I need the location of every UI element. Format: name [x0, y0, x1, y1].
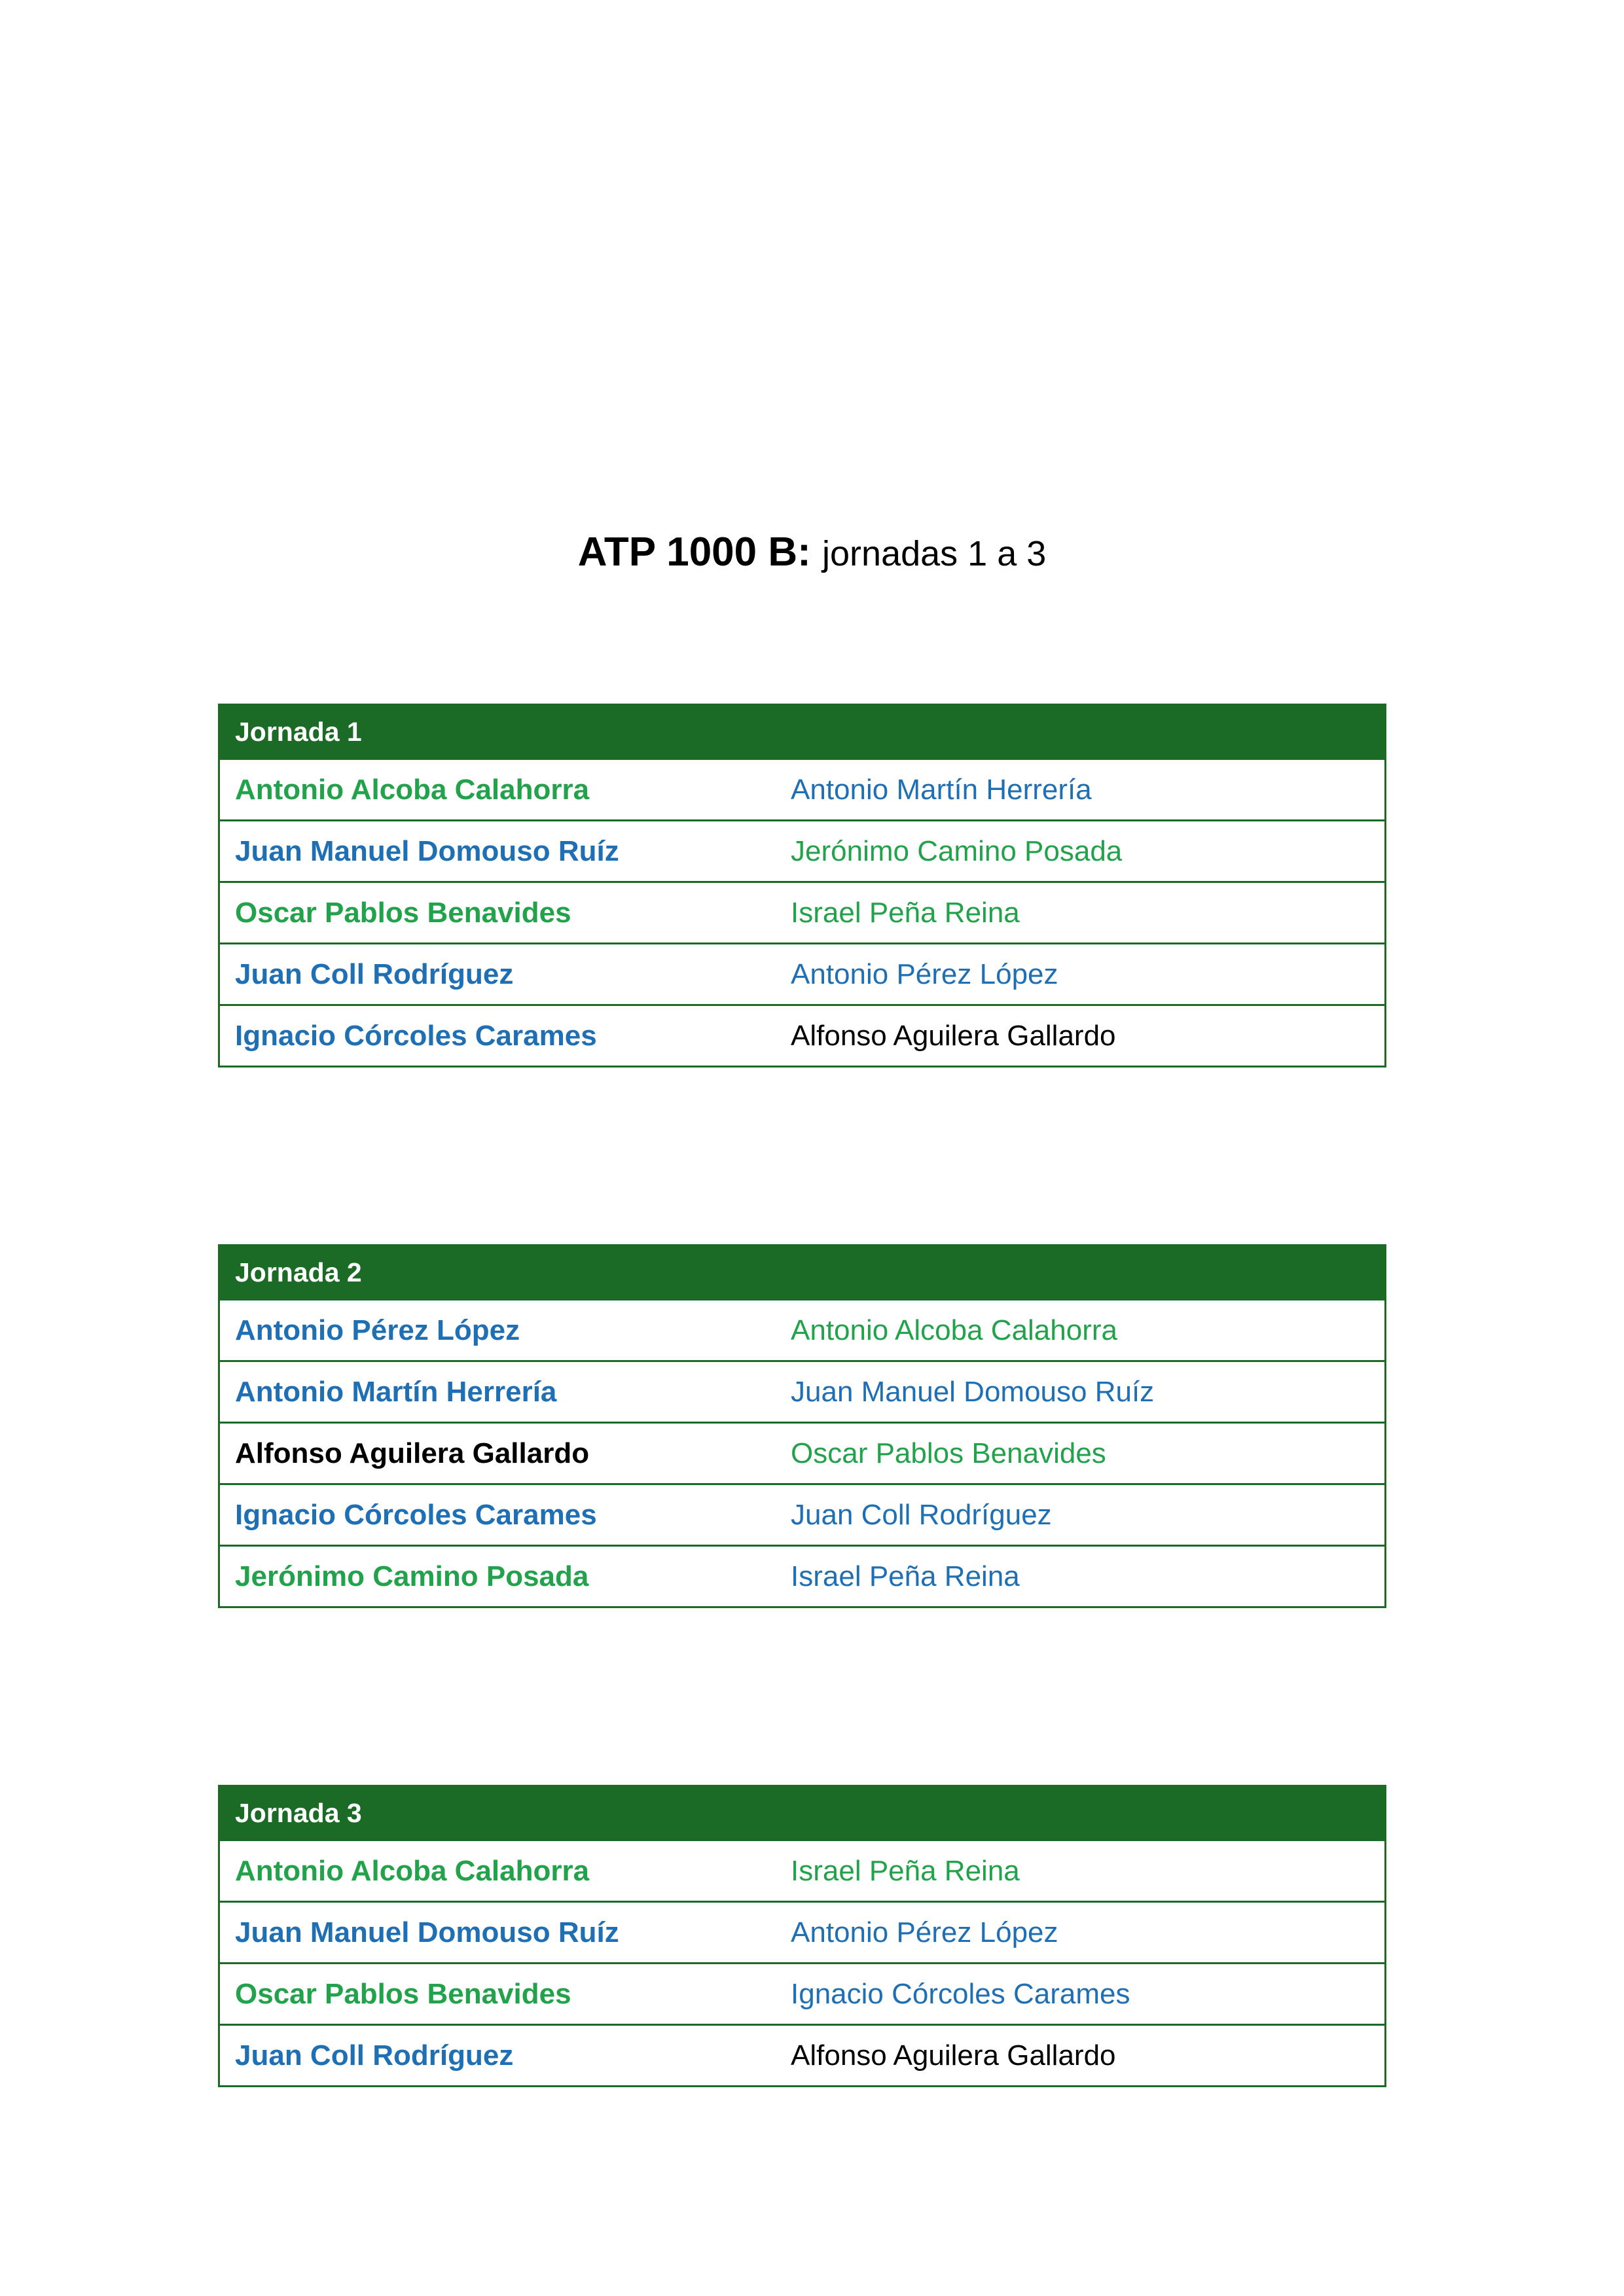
home-player: Ignacio Córcoles Carames	[235, 1019, 597, 1052]
title-rest: jornadas 1 a 3	[822, 534, 1047, 573]
home-player: Alfonso Aguilera Gallardo	[235, 1437, 590, 1469]
away-player: Israel Peña Reina	[791, 1560, 1020, 1592]
away-player: Antonio Martín Herrería	[791, 773, 1092, 806]
home-player: Antonio Alcoba Calahorra	[235, 773, 590, 806]
match-row	[218, 1841, 1386, 1903]
away-player: Oscar Pablos Benavides	[791, 1437, 1106, 1469]
match-row	[218, 944, 1386, 1006]
away-player: Antonio Pérez López	[791, 958, 1058, 990]
away-player: Antonio Pérez López	[791, 1916, 1058, 1948]
match-row	[218, 1362, 1386, 1424]
title-strong: ATP 1000 B:	[577, 529, 811, 575]
match-row	[218, 760, 1386, 821]
home-player: Antonio Alcoba Calahorra	[235, 1854, 590, 1887]
round-table-2	[218, 1244, 1386, 1608]
match-row	[218, 1006, 1386, 1067]
home-player: Juan Manuel Domouso Ruíz	[235, 834, 619, 867]
round-table-1	[218, 704, 1386, 1067]
home-player: Antonio Pérez López	[235, 1314, 520, 1346]
round-table-3	[218, 1785, 1386, 2087]
home-player: Oscar Pablos Benavides	[235, 896, 571, 929]
home-player: Juan Coll Rodríguez	[235, 958, 514, 990]
match-row	[218, 2026, 1386, 2087]
home-player: Jerónimo Camino Posada	[235, 1560, 589, 1592]
away-player: Ignacio Córcoles Carames	[791, 1977, 1130, 2010]
match-row	[218, 883, 1386, 944]
round-header: Jornada 1	[218, 704, 1386, 760]
match-row	[218, 1903, 1386, 1964]
round-header: Jornada 2	[218, 1244, 1386, 1300]
home-player: Ignacio Córcoles Carames	[235, 1498, 597, 1531]
away-player: Juan Coll Rodríguez	[791, 1498, 1052, 1531]
page-title	[0, 529, 1624, 575]
match-row	[218, 821, 1386, 883]
away-player: Israel Peña Reina	[791, 896, 1020, 929]
match-row	[218, 1964, 1386, 2026]
home-player: Oscar Pablos Benavides	[235, 1977, 571, 2010]
away-player: Alfonso Aguilera Gallardo	[791, 1019, 1116, 1052]
match-row	[218, 1547, 1386, 1608]
match-row	[218, 1300, 1386, 1362]
away-player: Jerónimo Camino Posada	[791, 834, 1123, 867]
home-player: Antonio Martín Herrería	[235, 1375, 557, 1408]
away-player: Israel Peña Reina	[791, 1854, 1020, 1887]
round-header: Jornada 3	[218, 1785, 1386, 1841]
match-row	[218, 1485, 1386, 1547]
away-player: Juan Manuel Domouso Ruíz	[791, 1375, 1155, 1408]
home-player: Juan Coll Rodríguez	[235, 2039, 514, 2072]
away-player: Alfonso Aguilera Gallardo	[791, 2039, 1116, 2072]
away-player: Antonio Alcoba Calahorra	[791, 1314, 1117, 1346]
home-player: Juan Manuel Domouso Ruíz	[235, 1916, 619, 1948]
match-row	[218, 1424, 1386, 1485]
